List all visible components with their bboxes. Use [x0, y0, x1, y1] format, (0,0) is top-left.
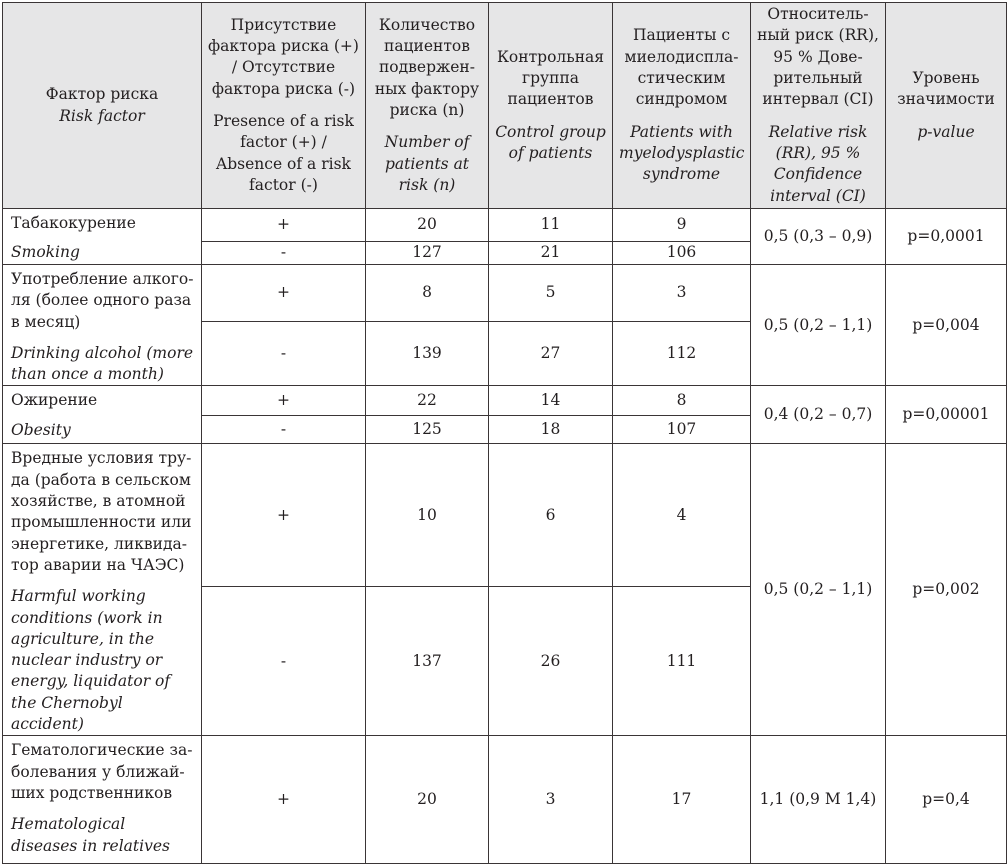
- control-group-value: 21: [489, 242, 613, 265]
- risk-factor-ru: Вредные условия труда (работа в сельском хозяйстве, в атомной промышленности или энергетике, ликвидатор аварии на ЧАЭС): [11, 449, 192, 574]
- presence-sign: -: [202, 587, 366, 736]
- p-value: p=0,0001: [886, 209, 1007, 265]
- p-value: p=0,002: [886, 444, 1007, 736]
- header-control-group-ru: Контрольная группа пациентов: [496, 47, 605, 109]
- patients-at-risk-value: 127: [366, 242, 489, 265]
- header-row: [3, 3, 1007, 209]
- patients-at-risk-value: 139: [366, 322, 489, 386]
- presence-sign: -: [202, 416, 366, 444]
- risk-factor-cell: [3, 209, 202, 265]
- risk-factor-en: Drinking alcohol (more than once a month): [11, 343, 194, 384]
- table-row: [3, 386, 1007, 416]
- mds-patients-value: 8: [613, 386, 751, 416]
- risk-factor-cell: [3, 265, 202, 386]
- risk-factor-ru: Ожирение: [11, 391, 98, 410]
- table-row: [3, 444, 1007, 587]
- patients-at-risk-value: 10: [366, 444, 489, 587]
- risk-factor-cell: [3, 736, 202, 864]
- control-group-value: 27: [489, 322, 613, 386]
- risk-factor-cell: [3, 444, 202, 736]
- header-mds-patients-ru: Пациенты с миелодиспластическим синдромом: [624, 26, 739, 109]
- header-presence-en: Presence of a risk factor (+) / Absence of a risk factor (-): [213, 112, 354, 194]
- mds-patients-value: 4: [613, 444, 751, 587]
- control-group-value: 5: [489, 265, 613, 322]
- header-significance-en: p-value: [917, 122, 975, 141]
- header-risk-factor: [3, 3, 202, 209]
- relative-risk-value: 0,5 (0,3 – 0,9): [751, 209, 886, 265]
- header-risk-factor-ru: Фактор риска: [45, 85, 159, 104]
- header-control-group: [489, 3, 613, 209]
- risk-factor-ru: Употребление алкоголя (более одного раза в месяц): [11, 270, 194, 331]
- p-value: p=0,004: [886, 265, 1007, 386]
- header-mds-patients: [613, 3, 751, 209]
- presence-sign: +: [202, 444, 366, 587]
- patients-at-risk-value: 20: [366, 736, 489, 864]
- header-relative-risk-ru: Относительный риск (RR), 95 % Доверительный интервал (CI): [757, 5, 879, 109]
- risk-factor-ru: Табакокурение: [11, 214, 136, 232]
- p-value: p=0,00001: [886, 386, 1007, 444]
- presence-sign: +: [202, 386, 366, 416]
- header-risk-factor-en: Risk factor: [59, 106, 145, 125]
- p-value: p=0,4: [886, 736, 1007, 864]
- header-significance: [886, 3, 1007, 209]
- header-patients-at-risk-ru: Количество пациентов подверженных фактору риска (n): [374, 15, 480, 119]
- mds-patients-value: 9: [613, 209, 751, 242]
- mds-patients-value: 17: [613, 736, 751, 864]
- risk-factor-ru: Гематологические заболевания у ближайших родственников: [11, 741, 193, 802]
- header-mds-patients-en: Patients with myelodysplastic syndrome: [619, 122, 745, 184]
- header-presence-ru: Присутствие фактора риска (+) / Отсутствие фактора риска (-): [208, 15, 359, 98]
- header-presence: [202, 3, 366, 209]
- risk-factor-en: Hematological diseases in relatives: [11, 815, 170, 855]
- risk-factor-en: Smoking: [11, 243, 80, 262]
- risk-factor-cell: [3, 386, 202, 444]
- table-row: [3, 209, 1007, 242]
- patients-at-risk-value: 125: [366, 416, 489, 444]
- presence-sign: +: [202, 209, 366, 242]
- presence-sign: +: [202, 265, 366, 322]
- control-group-value: 11: [489, 209, 613, 242]
- patients-at-risk-value: 8: [366, 265, 489, 322]
- table-row: [3, 265, 1007, 322]
- header-patients-at-risk-en: Number of patients at risk (n): [384, 133, 470, 194]
- mds-patients-value: 106: [613, 242, 751, 265]
- header-significance-ru: Уровень значимости: [897, 69, 995, 109]
- presence-sign: -: [202, 242, 366, 265]
- risk-factor-en: Obesity: [11, 420, 71, 439]
- header-relative-risk-en: Relative risk (RR), 95 % Confidence interval (CI): [768, 122, 868, 205]
- relative-risk-value: 0,5 (0,2 – 1,1): [751, 444, 886, 736]
- control-group-value: 6: [489, 444, 613, 587]
- patients-at-risk-value: 22: [366, 386, 489, 416]
- header-relative-risk: [751, 3, 886, 209]
- relative-risk-value: 1,1 (0,9 M 1,4): [751, 736, 886, 864]
- patients-at-risk-value: 137: [366, 587, 489, 736]
- mds-patients-value: 111: [613, 587, 751, 736]
- mds-patients-value: 107: [613, 416, 751, 444]
- mds-patients-value: 112: [613, 322, 751, 386]
- relative-risk-value: 0,5 (0,2 – 1,1): [751, 265, 886, 386]
- header-patients-at-risk: [366, 3, 489, 209]
- patients-at-risk-value: 20: [366, 209, 489, 242]
- risk-factor-table: [2, 2, 1007, 864]
- presence-sign: -: [202, 322, 366, 386]
- presence-sign: +: [202, 736, 366, 864]
- control-group-value: 3: [489, 736, 613, 864]
- control-group-value: 18: [489, 416, 613, 444]
- relative-risk-value: 0,4 (0,2 – 0,7): [751, 386, 886, 444]
- control-group-value: 26: [489, 587, 613, 736]
- header-control-group-en: Control group of patients: [495, 122, 606, 162]
- risk-factor-en: Harmful working conditions (work in agriculture, in the nuclear industry or energy, liquidator of the Chernobyl accident): [11, 587, 171, 734]
- control-group-value: 14: [489, 386, 613, 416]
- mds-patients-value: 3: [613, 265, 751, 322]
- table-row: [3, 736, 1007, 864]
